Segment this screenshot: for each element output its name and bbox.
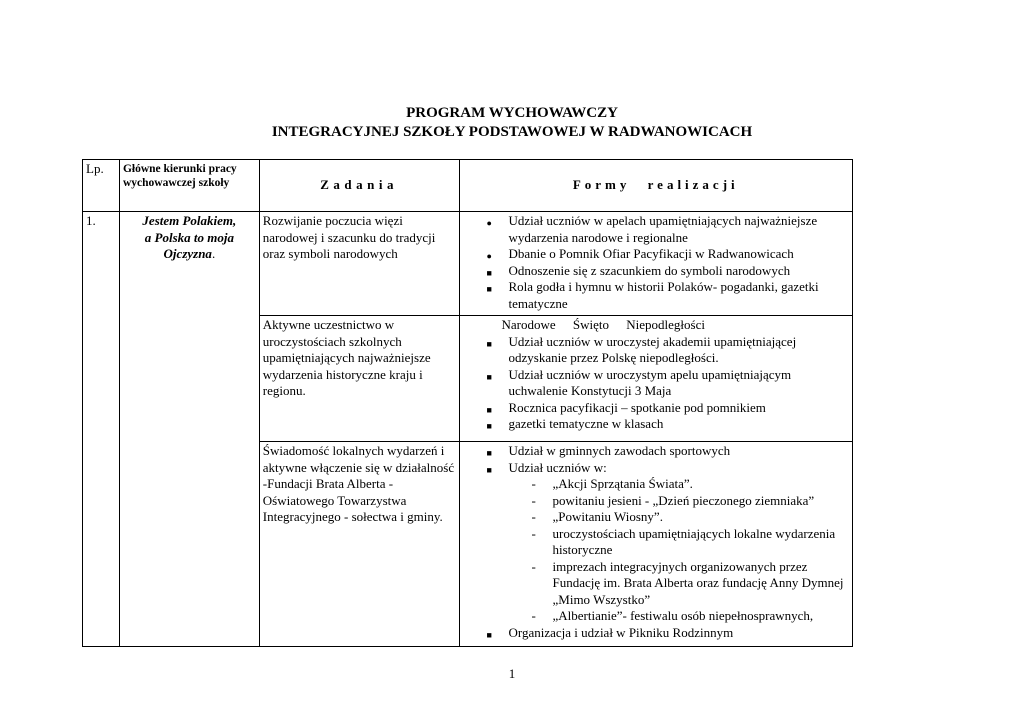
list-item: ■ Udział uczniów w uroczystej akademii upamiętniającej odzyskanie przez Polskę niepodległości. bbox=[485, 334, 850, 367]
list-item: ● Udział uczniów w apelach upamiętniających najważniejsze wydarzenia narodowe i regionalne bbox=[485, 213, 850, 246]
list-item: ■ Udział uczniów w uroczystym apelu upamiętniającym uchwalenie Konstytucji 3 Maja bbox=[485, 367, 850, 400]
task-cell: Świadomość lokalnych wydarzeń i aktywne włączenie się w działalność -Fundacji Brata Alberta - Oświatowego Towarzystwa Integracyjnego - sołectwa i gminy. bbox=[259, 442, 459, 647]
dash-item: - powitaniu jesieni - „Dzień pieczonego ziemniaka” bbox=[529, 493, 850, 510]
list-item-plain: Narodowe Święto Niepodległości bbox=[501, 317, 705, 332]
table-header-row bbox=[83, 160, 853, 212]
header-forms: Formy realizacji bbox=[459, 160, 853, 212]
forms-cell bbox=[459, 442, 853, 647]
list-item: ■ Udział uczniów w: bbox=[485, 460, 850, 477]
program-table bbox=[82, 159, 853, 647]
task-cell: Aktywne uczestnictwo w uroczystościach szkolnych upamiętniających najważniejsze wydarzenia historyczne kraju i regionu. bbox=[259, 316, 459, 442]
forms-cell bbox=[459, 212, 853, 316]
dash-item: - „Albertianie”- festiwalu osób niepełnosprawnych, bbox=[529, 608, 850, 625]
list-item: ■ gazetki tematyczne w klasach bbox=[485, 416, 850, 433]
task-cell: Rozwijanie poczucia więzi narodowej i szacunku do tradycji oraz symboli narodowych bbox=[259, 212, 459, 316]
page-number: 1 bbox=[508, 666, 516, 681]
document-title-line1: PROGRAM WYCHOWAWCZY bbox=[406, 105, 618, 121]
header-tasks: Zadania bbox=[259, 160, 459, 212]
main-direction-end: . bbox=[211, 246, 216, 261]
header-lp: Lp. bbox=[83, 160, 120, 212]
dash-item: - „Akcji Sprzątania Świata”. bbox=[529, 476, 850, 493]
forms-cell bbox=[459, 316, 853, 442]
main-direction-line2: a Polska to moja bbox=[144, 229, 234, 245]
table-row bbox=[83, 212, 853, 316]
header-directions: Główne kierunki pracy wychowawczej szkoły bbox=[119, 160, 259, 212]
list-item: ■ Organizacja i udział w Pikniku Rodzinnym bbox=[485, 625, 850, 642]
list-item: ■ Rocznica pacyfikacji – spotkanie pod pomnikiem bbox=[485, 400, 850, 417]
list-item: ■ Odnoszenie się z szacunkiem do symboli narodowych bbox=[485, 263, 850, 280]
dash-item: - uroczystościach upamiętniających lokalne wydarzenia historyczne bbox=[529, 526, 850, 559]
list-item: ■ Rola godła i hymnu w historii Polaków- pogadanki, gazetki tematyczne bbox=[485, 279, 850, 312]
list-item: ● Dbanie o Pomnik Ofiar Pacyfikacji w Radwanowicach bbox=[485, 246, 850, 263]
dash-item: - „Powitaniu Wiosny”. bbox=[529, 509, 850, 526]
document-title-line2: INTEGRACYJNEJ SZKOŁY PODSTAWOWEJ W RADWANOWICACH bbox=[271, 124, 753, 140]
main-direction-line1: Jestem Polakiem, bbox=[142, 213, 237, 228]
dash-item: - imprezach integracyjnych organizowanych przez Fundację im. Brata Alberta oraz fundację Anny Dymnej „Mimo Wszystko” bbox=[529, 559, 850, 609]
main-direction bbox=[119, 212, 259, 647]
row-number: 1. bbox=[83, 212, 120, 647]
main-direction-line3: Ojczyzna bbox=[163, 246, 212, 261]
list-item: ■ Udział w gminnych zawodach sportowych bbox=[485, 443, 850, 460]
